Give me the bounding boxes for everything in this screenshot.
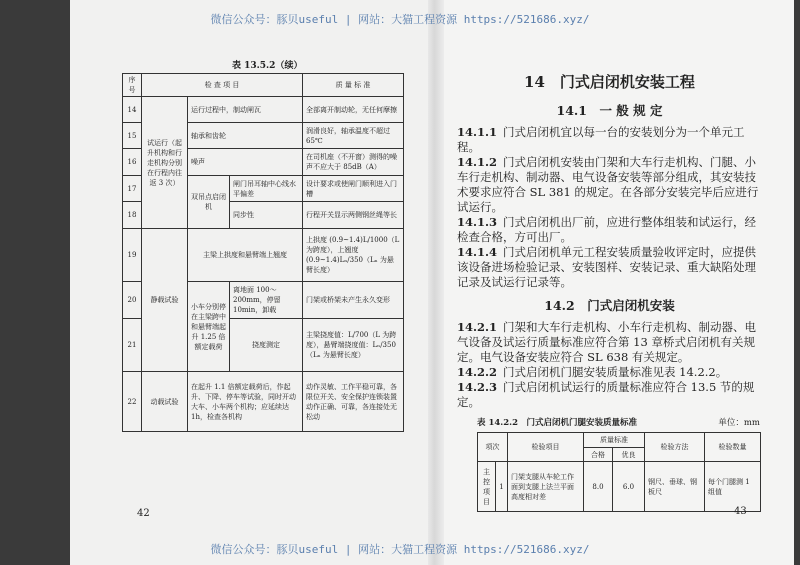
row-std: 行程开关显示两侧钢丝绳等长 [303, 202, 404, 229]
th-std: 质量标准 [584, 433, 645, 448]
right-table-caption-row [477, 416, 760, 428]
group-dynamic: 动载试验 [142, 372, 188, 432]
clause: 14.1.2 门式启闭机安装由门架和大车行走机构、门腿、小车行走机构、制动器、电气设备安装等部分组成，其安装技术要求应符合 SL 381 的规定。在各部分安装完毕后应进行试运行。 [457, 155, 759, 214]
row-no: 20 [123, 282, 142, 319]
row-category: 主控项目 [478, 462, 496, 512]
row-item: 挠度测定 [230, 319, 303, 372]
row-no: 16 [123, 149, 142, 176]
row-no: 22 [123, 372, 142, 432]
watermark-bottom: 微信公众号：豚贝useful | 网站：大猫工程资源 https://521686.xyz/ [210, 543, 590, 556]
row-item: 噪声 [188, 149, 303, 176]
row-method: 钢尺、垂球、钢板尺 [645, 462, 705, 512]
row-std: 设计要求或使闸门顺利进入门槽 [303, 176, 404, 202]
clause: 14.1.3 门式启闭机出厂前，应进行整体组装和试运行，经检查合格，方可出厂。 [457, 215, 757, 244]
clause: 14.2.3 门式启闭机试运行的质量标准应符合 13.5 节的规定。 [457, 380, 755, 409]
row-pass: 8.0 [584, 462, 613, 512]
th-seq: 项次 [478, 433, 508, 462]
book-gutter [428, 0, 444, 565]
section-14-1-body [457, 125, 762, 290]
right-table [477, 432, 761, 512]
row-std: 主梁挠度值：L/700（L 为跨度），悬臂端挠度值：Lₙ/350（Lₙ 为悬臂长度） [303, 319, 404, 372]
row-std: 动作灵敏、工作平稳可靠，各限位开关、安全保护连锁装置动作正确、可靠，各连接处无松动 [303, 372, 404, 432]
th-item: 检验项目 [508, 433, 584, 462]
th-no: 序号 [123, 74, 142, 97]
chapter-title: 14 门式启闭机安装工程 [524, 73, 695, 91]
page-number-right: 43 [734, 506, 747, 517]
section-14-2-body [457, 320, 762, 410]
row-item: 门架支腿从车轮工作面到支腿上法兰平面高度相对差 [508, 462, 584, 512]
group-static: 静载试验 [142, 229, 188, 372]
row-std: 全部离开制动轮，无任何摩擦 [303, 97, 404, 123]
row-no: 14 [123, 97, 142, 123]
row-good: 6.0 [613, 462, 645, 512]
th-pass: 合格 [584, 448, 613, 462]
row-no: 21 [123, 319, 142, 372]
page-number-left: 42 [137, 508, 150, 519]
row-item: 同步性 [230, 202, 303, 229]
row-item: 轴承和齿轮 [188, 123, 303, 149]
row-no: 19 [123, 229, 142, 282]
unit-label: 单位：mm [718, 418, 760, 428]
group-trial: 试运行（起升机构和行走机构分别在行程内往返 3 次） [142, 97, 188, 229]
watermark-top: 微信公众号：豚贝useful | 网站：大猫工程资源 https://521686.xyz/ [210, 13, 590, 26]
right-page-content [457, 72, 762, 512]
row-qty: 每个门腿测 1 组值 [705, 462, 761, 512]
row-no: 17 [123, 176, 142, 202]
clause: 14.2.1 门架和大车行走机构、小车行走机构、制动器、电气设备及试运行质量标准应符合第 13 章桥式启闭机有关规定。电气设备安装应符合 SL 638 有关规定。 [457, 320, 757, 364]
row-std: 上拱度 (0.9~1.4)L/1000（L 为跨度），上翘度 (0.9~1.4)Lₙ/350（Lₙ 为悬臂长度） [303, 229, 404, 282]
th-qty: 检验数量 [705, 433, 761, 462]
row-no: 1 [496, 462, 508, 512]
clause: 14.1.4 门式启闭机单元工程安装质量验收评定时，应提供该设备进场检验记录、安装图样、安装记录、重大缺陷处理记录及试运行记录等。 [457, 245, 757, 289]
row-std: 在司机座（不开窗）测得的噪声不应大于 85dB（A） [303, 149, 404, 176]
section-title-14-1: 14.1 一 般 规 定 [556, 103, 663, 118]
th-item: 检 查 项 目 [142, 74, 303, 97]
clause: 14.1.1 门式启闭机宜以每一台的安装划分为一个单元工程。 [457, 125, 745, 154]
left-table [122, 73, 404, 432]
row-no: 18 [123, 202, 142, 229]
group-double: 双吊点启闭机 [188, 176, 230, 229]
section-title-14-2: 14.2 门式启闭机安装 [544, 298, 675, 313]
th-method: 检验方法 [645, 433, 705, 462]
right-table-caption: 表 14.2.2 门式启闭机门腿安装质量标准 [477, 418, 638, 428]
row-item: 在起升 1.1 倍额定载荷后，作起升、下降、停车等试验，同时开动大车、小车两个机构；应延续达 1h，检查各机构 [188, 372, 303, 432]
left-table-caption: 表 13.5.2（续） [232, 61, 303, 71]
row-std: 润滑良好，轴承温度不超过 65℃ [303, 123, 404, 149]
row-item: 主梁上拱度和悬臂端上翘度 [188, 229, 303, 282]
row-item: 离地面 100～200mm，停留 10min，卸载 [230, 282, 303, 319]
th-std: 质 量 标 准 [303, 74, 404, 97]
clause: 14.2.2 门式启闭机门腿安装质量标准见表 14.2.2。 [457, 365, 728, 379]
row-item: 运行过程中，制动闸瓦 [188, 97, 303, 123]
group-trolley: 小车分别停在主梁跨中和悬臂端起升 1.25 倍额定载荷 [188, 282, 230, 372]
row-no: 15 [123, 123, 142, 149]
row-std: 门架或桥架未产生永久变形 [303, 282, 404, 319]
row-item: 闸门吊耳轴中心线水平偏差 [230, 176, 303, 202]
th-good: 优良 [613, 448, 645, 462]
